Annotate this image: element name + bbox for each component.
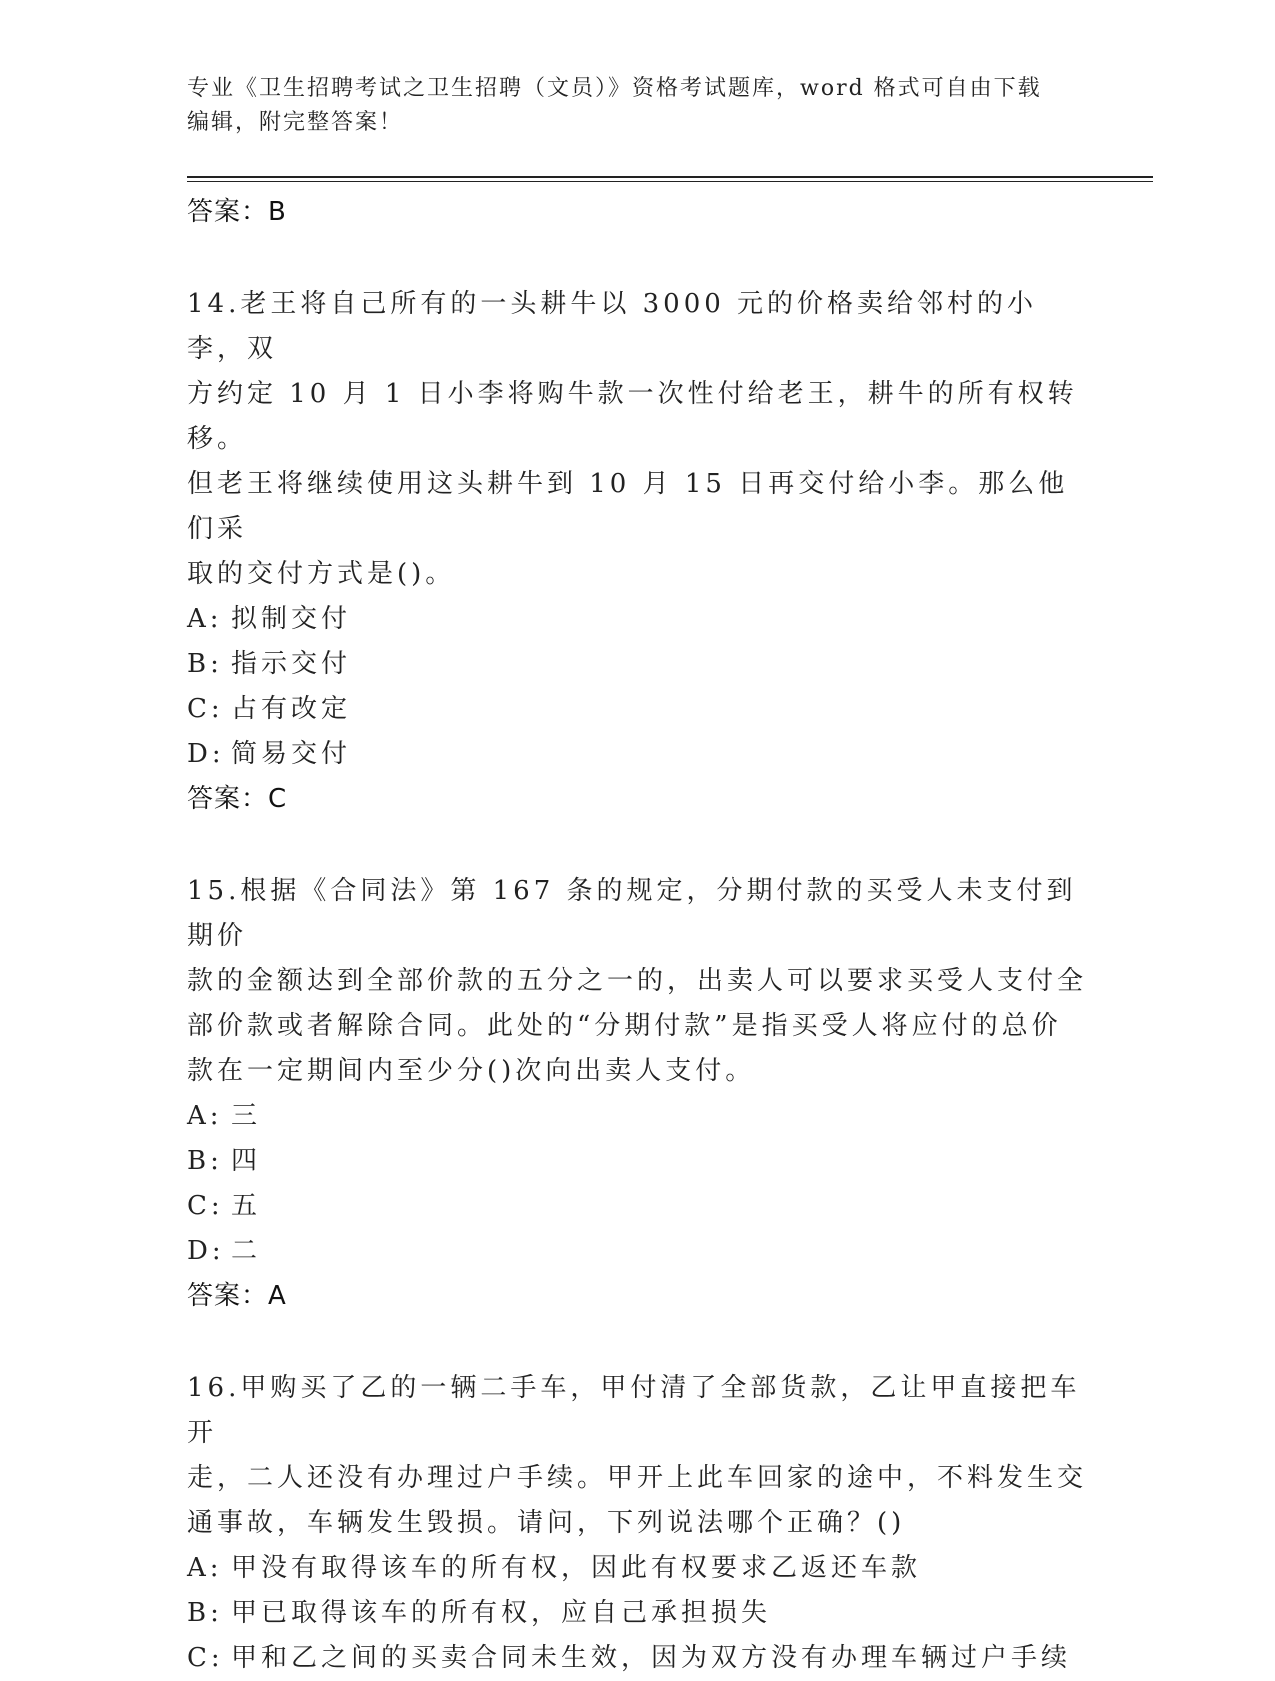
option-d: [187, 1229, 1087, 1274]
option-key: A:: [187, 604, 223, 634]
question-line: 部价款或者解除合同。此处的“分期付款”是指买受人将应付的总价: [187, 1011, 1062, 1041]
option-text: 四: [231, 1146, 262, 1176]
option-text: 指示交付: [231, 649, 352, 679]
option-a: [187, 1546, 1087, 1591]
option-a: [187, 597, 1087, 642]
spacer: [187, 821, 1087, 869]
option-key: C:: [187, 694, 224, 724]
option-c: [187, 687, 1087, 732]
question-line: 16.甲购买了乙的一辆二手车，甲付清了全部货款，乙让甲直接把车开: [187, 1373, 1081, 1448]
question-15: [187, 869, 1087, 1318]
question-content: [187, 190, 1087, 1681]
option-text: 简易交付: [231, 739, 352, 769]
option-text: 五: [231, 1191, 262, 1221]
question-line: 款在一定期间内至少分()次向出卖人支付。: [187, 1056, 756, 1086]
question-line: 14.老王将自己所有的一头耕牛以 3000 元的价格卖给邻村的小李，双: [187, 289, 1038, 364]
question-16: [187, 1366, 1087, 1681]
question-line: 取的交付方式是()。: [187, 559, 456, 589]
option-key: D:: [187, 1236, 225, 1266]
option-key: C:: [187, 1191, 224, 1221]
option-key: B:: [187, 1146, 223, 1176]
option-d: [187, 732, 1087, 777]
option-key: B:: [187, 649, 223, 679]
answer-line-14: 答案：C: [187, 784, 288, 814]
question-line: 但老王将继续使用这头耕牛到 10 月 15 日再交付给小李。那么他们采: [187, 469, 1069, 544]
page-header: [187, 72, 1087, 140]
question-line: 15.根据《合同法》第 167 条的规定，分期付款的买受人未支付到期价: [187, 876, 1077, 951]
option-key: A:: [187, 1101, 223, 1131]
header-line-1: 专业《卫生招聘考试之卫生招聘（文员）》资格考试题库，word 格式可自由下载: [187, 76, 1042, 101]
option-text: 三: [231, 1101, 262, 1131]
question-line: 款的金额达到全部价款的五分之一的，出卖人可以要求买受人支付全: [187, 966, 1088, 996]
question-line: 走，二人还没有办理过户手续。甲开上此车回家的途中，不料发生交: [187, 1463, 1088, 1493]
option-a: [187, 1094, 1087, 1139]
question-14: [187, 282, 1087, 821]
spacer: [187, 1318, 1087, 1366]
option-b: [187, 1591, 1087, 1636]
question-line: 通事故，车辆发生毁损。请问，下列说法哪个正确？(): [187, 1508, 906, 1538]
option-c: [187, 1184, 1087, 1229]
option-text: 二: [231, 1236, 262, 1266]
option-text: 占有改定: [231, 694, 352, 724]
option-key: D:: [187, 739, 225, 769]
answer-line-15: 答案：A: [187, 1281, 287, 1311]
option-text: 甲已取得该车的所有权，应自己承担损失: [231, 1598, 772, 1628]
option-text: 甲没有取得该车的所有权，因此有权要求乙返还车款: [231, 1553, 922, 1583]
option-key: B:: [187, 1598, 223, 1628]
header-rule-thick: [187, 176, 1153, 178]
option-c: [187, 1636, 1087, 1681]
spacer: [187, 234, 1087, 282]
option-text: 拟制交付: [231, 604, 352, 634]
option-key: A:: [187, 1553, 223, 1583]
option-text: 甲和乙之间的买卖合同未生效，因为双方没有办理车辆过户手续: [231, 1643, 1072, 1673]
answer-line-13: 答案：B: [187, 197, 287, 227]
header-rule-thin: [187, 181, 1153, 182]
header-line-2: 编辑，附完整答案！: [187, 110, 404, 135]
option-b: [187, 1139, 1087, 1184]
option-key: C:: [187, 1643, 224, 1673]
option-b: [187, 642, 1087, 687]
question-line: 方约定 10 月 1 日小李将购牛款一次性付给老王，耕牛的所有权转移。: [187, 379, 1078, 454]
